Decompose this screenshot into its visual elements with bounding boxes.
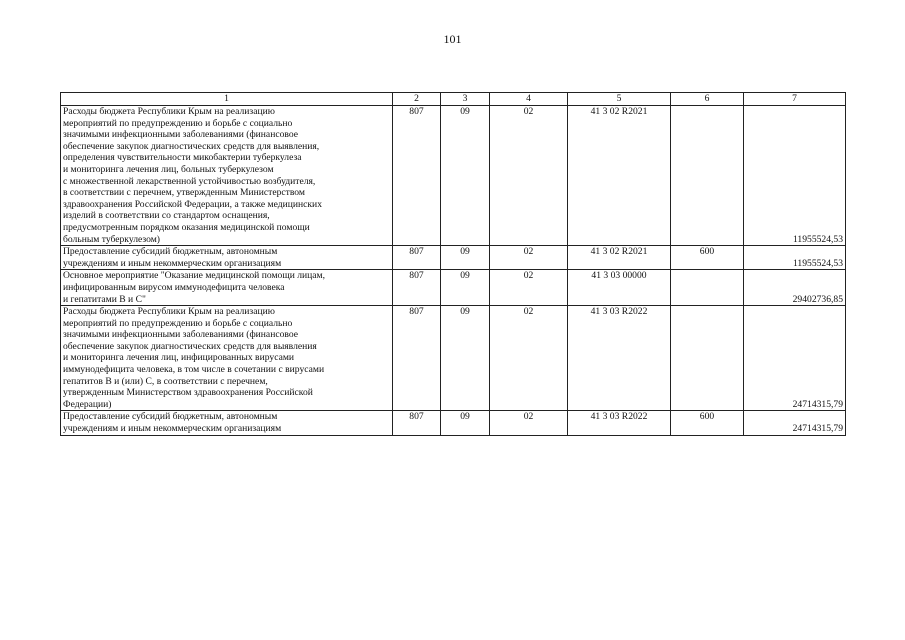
row-description: Предоставление субсидий бюджетным, автономным учреждениям и иным некоммерческим организациям: [61, 246, 393, 270]
row-code-col6: [671, 270, 744, 306]
row-code-col5: 41 3 03 00000: [568, 270, 671, 306]
row-code-col6: [671, 106, 744, 246]
row-amount: 11955524,53: [744, 246, 846, 270]
row-description: Основное мероприятие "Оказание медицинской помощи лицам, инфицированным вирусом иммунодефицита человека и гепатитами B и C": [61, 270, 393, 306]
page-number: 101: [443, 32, 462, 46]
table-header-row: [61, 93, 846, 106]
row-code-col5: 41 3 02 R2021: [568, 246, 671, 270]
row-code-col3: 09: [441, 246, 490, 270]
row-amount: 11955524,53: [744, 106, 846, 246]
row-code-col3: 09: [441, 306, 490, 411]
row-code-col6: 600: [671, 246, 744, 270]
row-description: Предоставление субсидий бюджетным, автономным учреждениям и иным некоммерческим организациям: [61, 411, 393, 435]
row-code-col2: 807: [393, 246, 441, 270]
table-row: [61, 106, 846, 246]
row-code-col4: 02: [490, 306, 568, 411]
row-code-col5: 41 3 03 R2022: [568, 411, 671, 435]
table-row: [61, 306, 846, 411]
row-code-col2: 807: [393, 306, 441, 411]
row-code-col2: 807: [393, 411, 441, 435]
row-code-col6: [671, 306, 744, 411]
row-code-col5: 41 3 02 R2021: [568, 106, 671, 246]
row-code-col4: 02: [490, 246, 568, 270]
row-code-col3: 09: [441, 106, 490, 246]
row-code-col5: 41 3 03 R2022: [568, 306, 671, 411]
column-header-4: 4: [490, 93, 568, 106]
column-header-6: 6: [671, 93, 744, 106]
table-row: [61, 411, 846, 435]
column-header-2: 2: [393, 93, 441, 106]
row-code-col2: 807: [393, 106, 441, 246]
row-amount: 24714315,79: [744, 411, 846, 435]
row-amount: 29402736,85: [744, 270, 846, 306]
column-header-1: 1: [61, 93, 393, 106]
row-code-col6: 600: [671, 411, 744, 435]
row-code-col4: 02: [490, 411, 568, 435]
row-description: Расходы бюджета Республики Крым на реализацию мероприятий по предупреждению и борьбе с социально значимыми инфекционными заболеваниями (финансовое обеспечение закупок диагностических средств для выявления и мониторинга лечения лиц, инфицированных вирусами иммунодефицита человека, в том числе в сочетании с вирусами гепатитов B и (или) C, в соответствии с перечнем, утвержденным Министерством здравоохранения Российской Федерации): [61, 306, 393, 411]
row-code-col3: 09: [441, 270, 490, 306]
column-header-5: 5: [568, 93, 671, 106]
row-description: Расходы бюджета Республики Крым на реализацию мероприятий по предупреждению и борьбе с социально значимыми инфекционными заболеваниями (финансовое обеспечение закупок диагностических средств для выявления, определения чувствительности микобактерии туберкулеза и мониторинга лечения лиц, больных туберкулезом с множественной лекарственной устойчивостью возбудителя, в соответствии с перечнем, утвержденным Министерством здравоохранения Российской Федерации, а также медицинских изделий в соответствии со стандартом оснащения, предусмотренным порядком оказания медицинской помощи больным туберкулезом): [61, 106, 393, 246]
column-header-3: 3: [441, 93, 490, 106]
budget-table: [60, 92, 846, 436]
row-code-col2: 807: [393, 270, 441, 306]
row-code-col4: 02: [490, 106, 568, 246]
row-amount: 24714315,79: [744, 306, 846, 411]
row-code-col3: 09: [441, 411, 490, 435]
column-header-7: 7: [744, 93, 846, 106]
table-row: [61, 246, 846, 270]
row-code-col4: 02: [490, 270, 568, 306]
table-row: [61, 270, 846, 306]
